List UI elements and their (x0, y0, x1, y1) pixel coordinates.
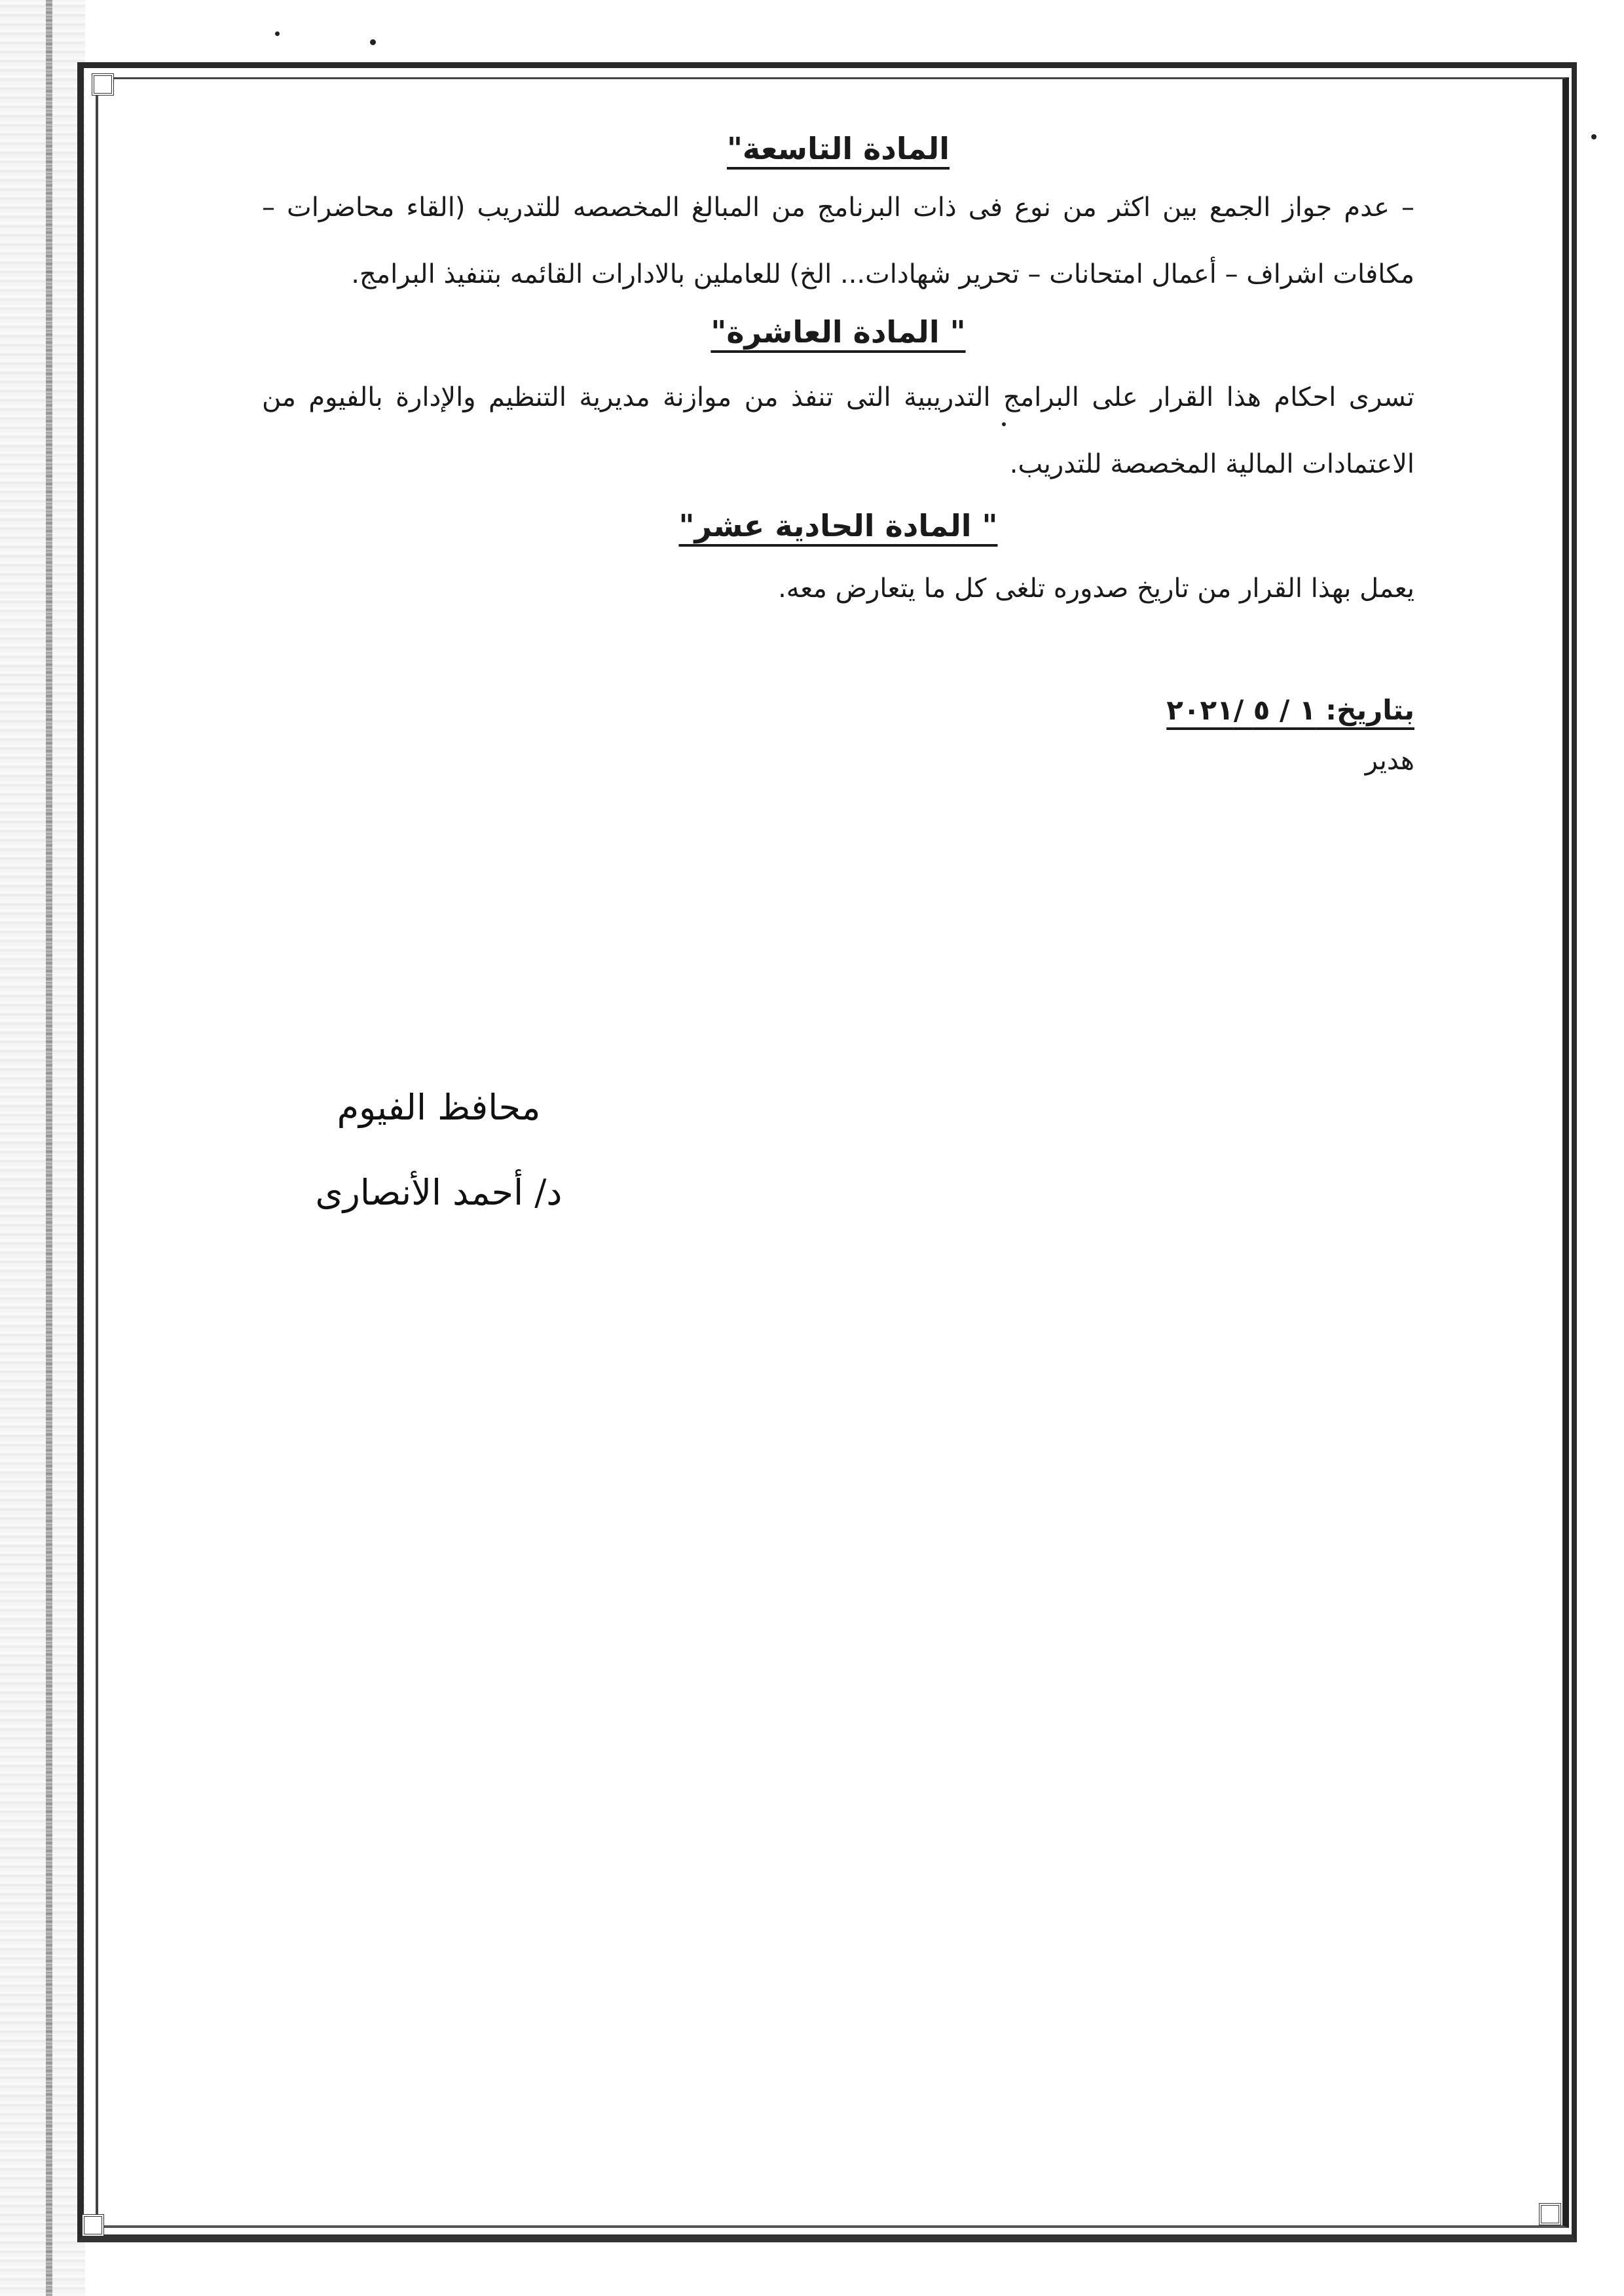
corner-ornament-bottom-left (82, 2214, 104, 2236)
signature-name: د/ أحمد الأنصارى (315, 1172, 563, 1213)
scan-speck (275, 31, 280, 36)
signature-title: محافظ الفيوم (337, 1087, 541, 1128)
document-body (262, 131, 1414, 776)
article-9-body: – عدم جواز الجمع بين اكثر من نوع فى ذات البرنامج من المبالغ المخصصه للتدريب (القاء محاضرات – مكافات اشراف – أعمال امتحانات – تحرير شهادات... الخ) للعاملين بالادارات القائمه بتنفيذ البرامج. (262, 192, 1414, 289)
article-11-body: يعمل بهذا القرار من تاريخ صدوره تلغى كل ما يتعارض معه. (778, 574, 1414, 604)
article-10 (262, 314, 1414, 498)
article-9 (262, 131, 1414, 308)
role-label: هدير (1365, 746, 1414, 776)
article-11 (262, 508, 1414, 622)
corner-ornament-top-left (92, 73, 114, 96)
scan-edge-line (46, 0, 52, 2296)
scan-speck (370, 39, 376, 45)
issue-date: بتاريخ: ١ / ٥ /٢٠٢١ (1166, 694, 1414, 726)
article-9-heading: المادة التاسعة" (726, 131, 950, 166)
article-11-heading: " المادة الحادية عشر" (678, 508, 998, 543)
article-10-heading: " المادة العاشرة" (710, 314, 966, 350)
scan-edge-shading (0, 0, 85, 2296)
scan-speck (1591, 134, 1596, 139)
article-10-body: تسرى احكام هذا القرار على البرامج التدريبية التى تنفذ من موازنة مديرية التنظيم والإدارة بالفيوم من الاعتمادات المالية المخصصة للتدريب. (262, 382, 1414, 479)
date-block (262, 694, 1414, 776)
corner-ornament-bottom-right (1539, 2203, 1561, 2225)
